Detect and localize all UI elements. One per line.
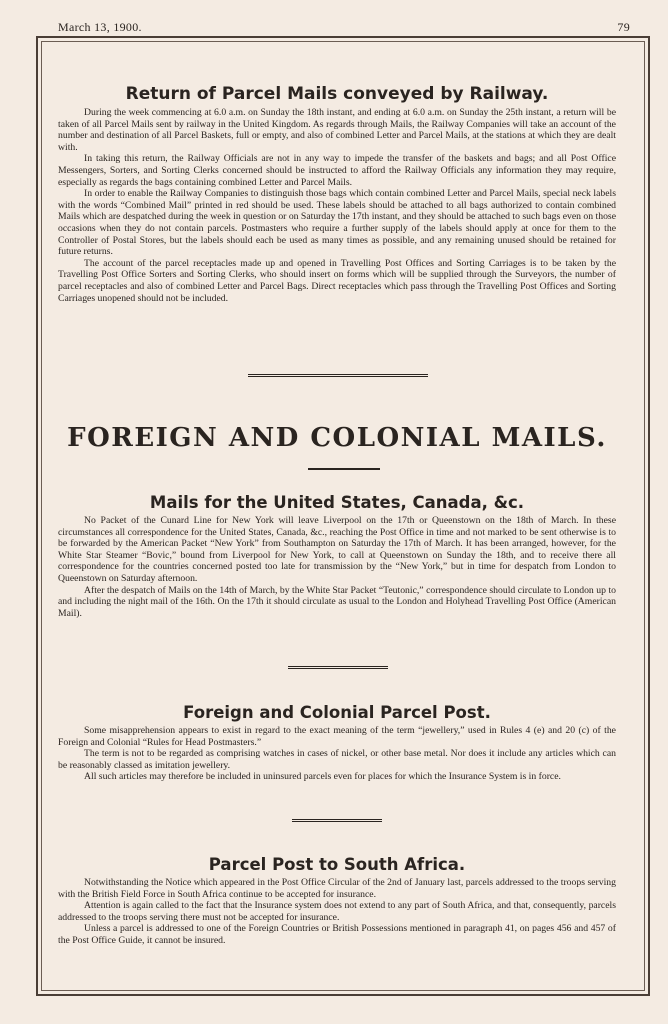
us-mails-section <box>58 493 616 619</box>
railway-paragraph: In order to enable the Railway Companies to distinguish those bags which contain combined Letter and Parcel Mails, special neck labels with the words “Combined Mail” printed in red should be used. These labels should be attached to all bags authorized to contain combined Mails which are despatched during the week in question or on Saturday the 17th instant, and they should be attached to such bags even on those occasions when they do not contain parcels. Postmasters who require a further supply of the labels should apply at once for them to the Controller of Postal Stores, but the labels should each be used as many times as possible, and any remaining unused should be retained for future returns. <box>58 188 616 258</box>
heading-underline <box>308 468 380 470</box>
issue-date: March 13, 1900. <box>58 20 142 34</box>
south-africa-paragraph: Unless a parcel is addressed to one of the Foreign Countries or British Possessions mentioned in paragraph 41, on pages 456 and 457 of the Post Office Guide, it cannot be insured. <box>58 923 616 946</box>
south-africa-paragraph: Attention is again called to the fact that the Insurance system does not extend to any part of South Africa, and that, consequently, parcels addressed to the troops serving there must not be accepted for insurance. <box>58 900 616 923</box>
south-africa-section <box>58 855 616 947</box>
us-mails-heading: Mails for the United States, Canada, &c. <box>149 493 525 512</box>
railway-paragraph: In taking this return, the Railway Officials are not in any way to impede the transfer of the baskets and bags; and all Post Office Messengers, Sorters, and Sorting Clerks concerned should be instructed to afford the Railway Officials any information they may require, especially as regards the bags containing combined Letter and Parcel Mails. <box>58 153 616 188</box>
us-mails-paragraph: After the despatch of Mails on the 14th of March, by the White Star Packet “Teutonic,” correspondence should circulate to London up to and including the night mail of the 16th. On the 17th it should circulate as usual to the London and Holyhead Travelling Post Office (American Mail). <box>58 584 616 619</box>
parcel-post-heading: Foreign and Colonial Parcel Post. <box>183 703 491 722</box>
railway-heading: Return of Parcel Mails conveyed by Railway. <box>125 84 549 104</box>
parcel-post-paragraph: The term is not to be regarded as comprising watches in cases of nickel, or other base metal. Nor does it include any articles which can be reasonably classed as imitation jewellery. <box>58 748 616 771</box>
us-mails-paragraph: No Packet of the Cunard Line for New York will leave Liverpool on the 17th or Queenstown on the 18th of March. In these circumstances all correspondence for the United States, Canada, &c., reaching the Post Office in time and not marked to be sent otherwise is to be forwarded by the American Packet “New York” from Southampton on Saturday the 17th of March. It has been arranged, however, for the White Star Steamer “Bovic,” bound from Liverpool for New York, to call at Queenstown on Sunday the 18th, and to receive there all correspondence for the countries concerned posted too late for transmission by the “New York,” but in time for despatch from London to Queenstown on Saturday afternoon. <box>58 515 616 584</box>
south-africa-heading: Parcel Post to South Africa. <box>208 855 466 874</box>
foreign-section <box>58 423 616 453</box>
railway-section <box>58 84 616 304</box>
section-divider <box>292 819 382 822</box>
railway-paragraph: The account of the parcel receptacles made up and opened in Travelling Post Offices and Sorting Carriages is to be taken by the Travelling Post Office Sorters and Sorting Clerks, who should insert on forms which will be supplied through the Surveyors, the number of parcel receptacles and also of combined Letter and Parcel Bags. Direct receptacles which pass through the Travelling Post Offices and Sorting Carriages unopened should not be included. <box>58 257 616 304</box>
south-africa-paragraph: Notwithstanding the Notice which appeared in the Post Office Circular of the 2nd of January last, parcels addressed to the troops serving with the British Field Force in South Africa continue to be accepted for insurance. <box>58 877 616 900</box>
section-divider <box>288 666 388 669</box>
parcel-post-paragraph: All such articles may therefore be included in uninsured parcels even for places for which the Insurance System is in force. <box>84 771 561 783</box>
page-number: 79 <box>617 20 630 34</box>
parcel-post-paragraph: Some misapprehension appears to exist in regard to the exact meaning of the term “jewellery,” used in Rules 4 (e) and 20 (c) of the Foreign and Colonial “Rules for Head Postmasters.” <box>58 725 616 748</box>
parcel-post-section <box>58 703 616 783</box>
main-heading: FOREIGN AND COLONIAL MAILS. <box>67 423 607 453</box>
railway-paragraph: During the week commencing at 6.0 a.m. on Sunday the 18th instant, and ending at 6.0 a.m. on Sunday the 25th instant, a return will be taken of all Parcel Mails sent by railway in the United Kingdom. As regards through Mails, the Railway Companies will take an account of the number and destination of all Parcel Baskets, full or empty, and also of combined Letter and Parcel Mails, at the stations at which they are dealt with. <box>58 107 616 153</box>
section-divider <box>248 374 428 377</box>
